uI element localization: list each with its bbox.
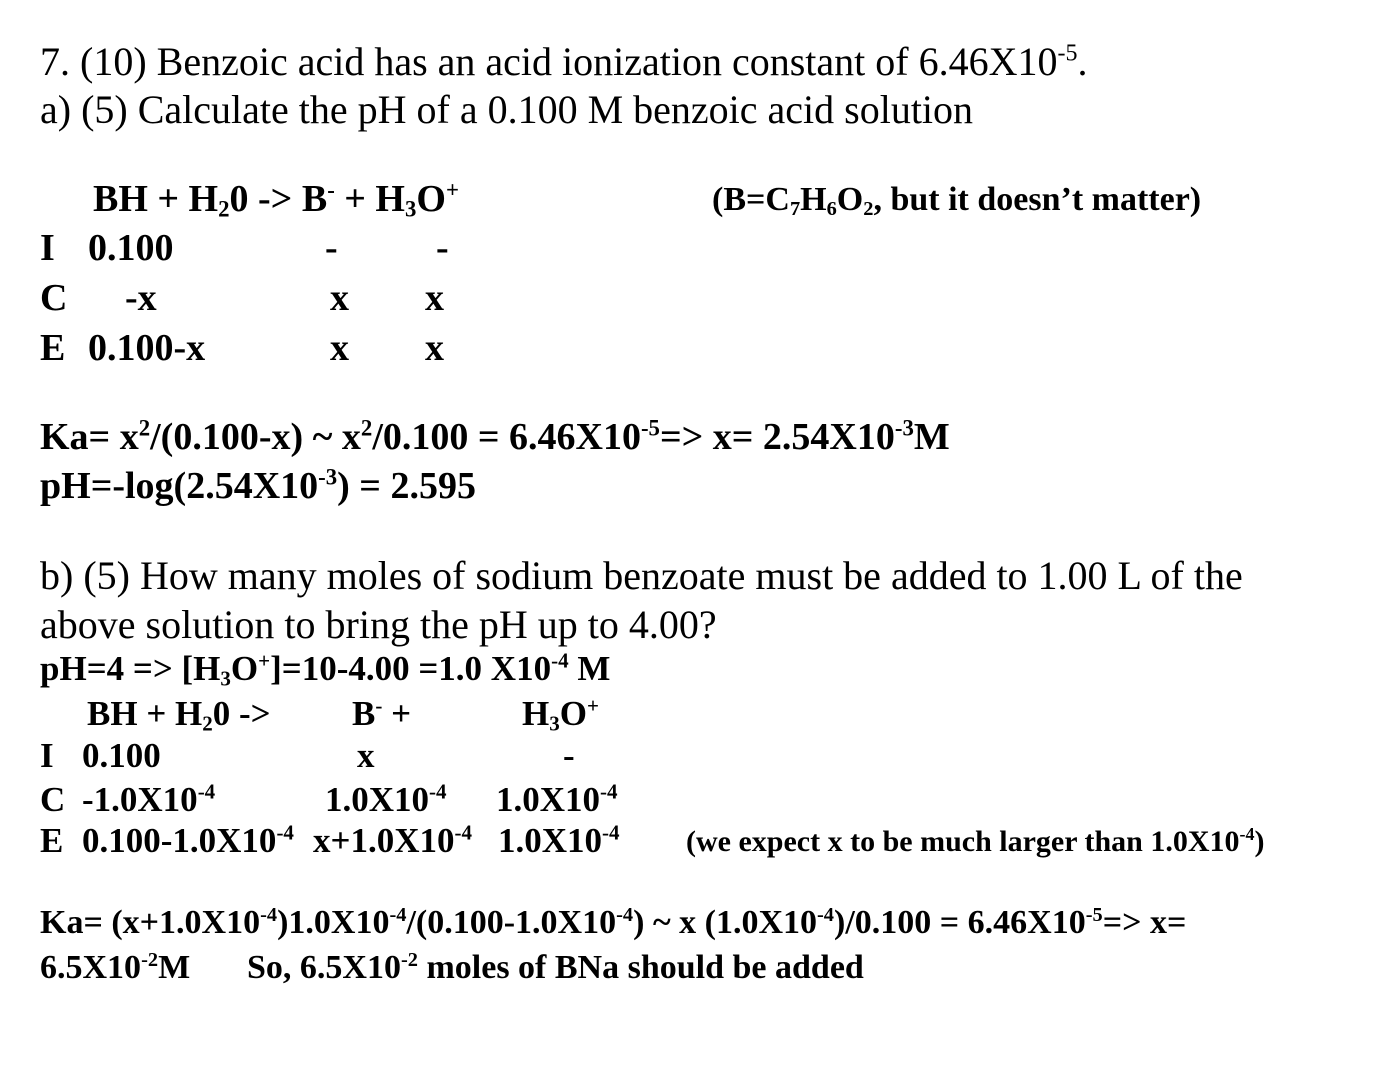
- superscript: -5: [1085, 903, 1103, 926]
- text: 7. (10) Benzoic acid has an acid ionization constant of 6.46X10: [40, 39, 1058, 84]
- text: M: [158, 949, 191, 986]
- text: 6.5X10: [40, 949, 142, 986]
- text: moles of BNa should be added: [417, 949, 864, 986]
- text: Ka= (x+1.0X10: [40, 904, 261, 941]
- ka-equation-a: [40, 415, 950, 458]
- text: 0 ->: [212, 694, 271, 733]
- text: BH + H: [93, 178, 219, 220]
- text: Ka= x: [40, 416, 139, 458]
- ice-cell: 0.100-x: [88, 327, 206, 369]
- subscript: 6: [826, 198, 837, 221]
- text: 1.0X10: [325, 780, 430, 819]
- superscript: -4: [616, 903, 634, 926]
- ice-cell: [82, 779, 216, 819]
- text: +: [382, 694, 412, 733]
- text: ) ~ x (1.0X10: [633, 904, 818, 941]
- text: O: [416, 178, 446, 220]
- superscript: 2: [138, 415, 151, 441]
- result-conclusion: [247, 948, 864, 986]
- superscript: -4: [551, 648, 569, 673]
- text: , but it doesn’t matter): [873, 181, 1202, 218]
- reaction-b-product-1: [352, 693, 412, 733]
- superscript: -4: [429, 779, 447, 804]
- superscript: -4: [454, 820, 472, 845]
- ice-cell: -: [436, 227, 449, 269]
- subscript: 3: [549, 711, 560, 736]
- ka-equation-b: [40, 903, 1187, 941]
- superscript: -4: [197, 779, 216, 804]
- text: 1.0X10: [496, 780, 601, 819]
- result-x-value: [40, 948, 191, 986]
- ice-cell: x: [357, 736, 375, 775]
- subscript: 2: [863, 198, 874, 221]
- text: ]=10-4.00 =1.0 X10: [270, 649, 552, 688]
- text: x+1.0X10: [313, 821, 455, 860]
- superscript: 2: [360, 415, 373, 441]
- superscript: +: [258, 648, 271, 673]
- text: ) = 2.595: [337, 465, 476, 507]
- superscript: -4: [600, 779, 618, 804]
- ice-cell: [325, 779, 447, 819]
- superscript: +: [445, 177, 459, 203]
- superscript: -4: [1239, 824, 1255, 845]
- text: B: [352, 694, 376, 733]
- ice-cell: -: [563, 736, 575, 775]
- text: /(0.100-x) ~ x: [150, 416, 361, 458]
- ice-row-label: E: [40, 327, 66, 369]
- text: => x=: [1102, 904, 1187, 941]
- superscript: -4: [817, 903, 835, 926]
- ice-cell: x: [330, 277, 349, 319]
- ice-cell: -: [325, 227, 338, 269]
- ice-cell: x: [425, 277, 444, 319]
- ice-cell: [313, 820, 472, 860]
- text: O: [836, 181, 864, 218]
- superscript: -3: [894, 415, 914, 441]
- text: 0 -> B: [229, 178, 328, 220]
- formula-note: [712, 181, 1202, 221]
- superscript: -4: [260, 903, 278, 926]
- text: /(0.100-1.0X10: [406, 904, 617, 941]
- reaction-b-reactants: [87, 694, 271, 736]
- superscript: -4: [602, 820, 620, 845]
- text: -1.0X10: [82, 780, 198, 819]
- ice-cell: x: [425, 327, 444, 369]
- expectation-note: [686, 824, 1265, 858]
- text: O: [559, 694, 587, 733]
- ice-cell: [496, 779, 618, 819]
- superscript: -2: [141, 948, 159, 971]
- text: => x= 2.54X10: [659, 416, 895, 458]
- ice-row-label: C: [40, 277, 68, 319]
- superscript: -: [375, 693, 383, 718]
- text: O: [230, 649, 259, 688]
- ice-row-label: E: [40, 821, 64, 860]
- text: ): [1254, 825, 1265, 858]
- ice-cell: -x: [125, 277, 157, 319]
- text: BH + H: [87, 694, 203, 733]
- subscript: 2: [202, 711, 213, 736]
- question-line-1: [40, 39, 1088, 84]
- ice-cell: 0.100: [88, 227, 174, 269]
- text: H: [800, 181, 827, 218]
- superscript: -5: [640, 415, 660, 441]
- subscript: 3: [220, 666, 231, 691]
- text: 0.100-1.0X10: [82, 821, 277, 860]
- text: pH=-log(2.54X10: [40, 465, 319, 507]
- ice-cell: [498, 820, 620, 860]
- text: )1.0X10: [277, 904, 390, 941]
- superscript: -: [327, 177, 335, 203]
- superscript: -3: [318, 464, 338, 490]
- subscript: 7: [789, 198, 801, 221]
- text: So, 6.5X10: [247, 949, 401, 986]
- text: (B=C: [712, 181, 790, 218]
- superscript: -5: [1057, 40, 1078, 67]
- text: pH=4 => [H: [40, 649, 221, 688]
- h3o-concentration-line: [40, 648, 611, 691]
- text: M: [568, 649, 611, 688]
- text: /0.100 = 6.46X10: [372, 416, 641, 458]
- text: H: [522, 694, 550, 733]
- subscript: 2: [218, 196, 230, 222]
- text: (we expect x to be much larger than 1.0X10: [686, 825, 1240, 858]
- text: .: [1077, 39, 1088, 84]
- superscript: +: [586, 693, 599, 718]
- subscript: 3: [405, 196, 417, 222]
- question-b-line-1: b) (5) How many moles of sodium benzoate must be added to 1.00 L of the: [40, 553, 1243, 598]
- text: + H: [334, 178, 405, 220]
- text: )/0.100 = 6.46X10: [834, 904, 1086, 941]
- reaction-equation-a: [93, 177, 459, 222]
- question-line-2: a) (5) Calculate the pH of a 0.100 M benzoic acid solution: [40, 87, 974, 132]
- ice-row-label: C: [40, 780, 66, 819]
- question-b-line-2: above solution to bring the pH up to 4.00?: [40, 602, 717, 647]
- ice-row-label: I: [40, 736, 54, 775]
- superscript: -2: [400, 948, 418, 971]
- ice-cell: [82, 820, 294, 860]
- ph-equation-a: [40, 464, 476, 507]
- reaction-b-product-2: [522, 693, 599, 736]
- ice-row-label: I: [40, 227, 55, 269]
- superscript: -4: [389, 903, 407, 926]
- text: M: [913, 416, 950, 458]
- superscript: -4: [276, 820, 294, 845]
- ice-cell: x: [330, 327, 349, 369]
- ice-cell: 0.100: [82, 736, 161, 775]
- text: 1.0X10: [498, 821, 603, 860]
